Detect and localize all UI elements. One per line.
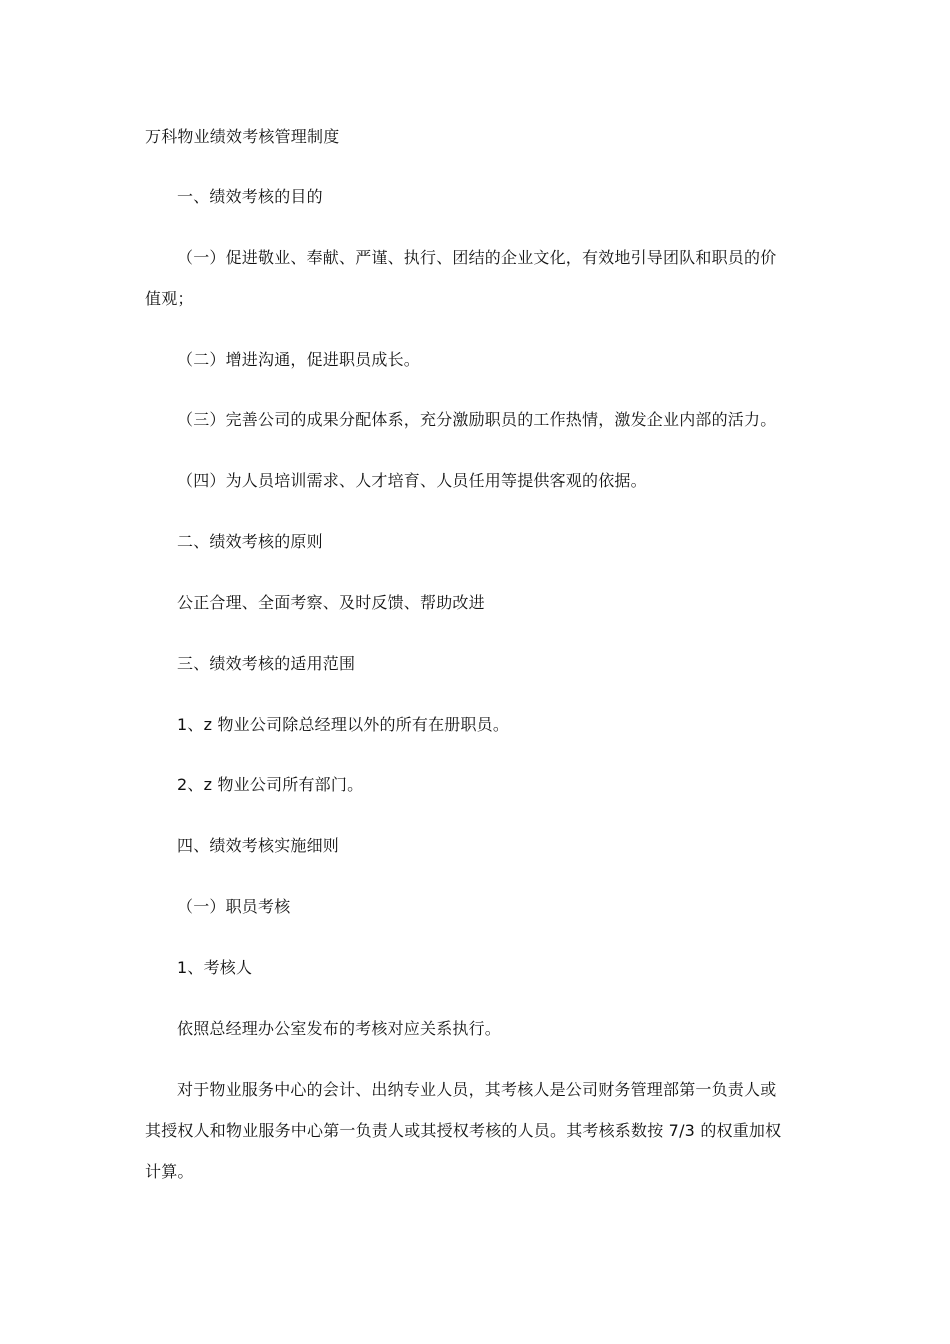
section-1-item-2: （二）增进沟通，促进职员成长。 [177, 350, 421, 369]
section-1-item-1-line-2: 值观； [145, 289, 194, 308]
section-1-item-4: （四）为人员培训需求、人才培育、人员任用等提供客观的依据。 [177, 471, 647, 490]
section-4-sub-1-item-1: 1、考核人 [177, 958, 253, 977]
section-3-heading: 三、绩效考核的适用范围 [177, 654, 356, 673]
section-2-text: 公正合理、全面考察、及时反馈、帮助改进 [177, 593, 485, 612]
document-title: 万科物业绩效考核管理制度 [145, 127, 340, 146]
section-4-sub-1-text-2-line-1: 对于物业服务中心的会计、出纳专业人员，其考核人是公司财务管理部第一负责人或 [177, 1080, 777, 1099]
section-4-sub-1-text-2-line-3: 计算。 [145, 1162, 194, 1181]
section-1-heading: 一、绩效考核的目的 [177, 187, 323, 206]
section-4-sub-1-text-1: 依照总经理办公室发布的考核对应关系执行。 [177, 1019, 502, 1038]
section-3-item-2: 2、z 物业公司所有部门。 [177, 775, 364, 794]
section-4-sub-1-text-2-line-2: 其授权人和物业服务中心第一负责人或其授权考核的人员。其考核系数按 7/3 的权重加权 [145, 1121, 782, 1140]
section-1-item-3: （三）完善公司的成果分配体系，充分激励职员的工作热情，激发企业内部的活力。 [177, 410, 777, 429]
section-4-heading: 四、绩效考核实施细则 [177, 836, 340, 855]
section-3-item-1: 1、z 物业公司除总经理以外的所有在册职员。 [177, 715, 510, 734]
section-1-item-1-line-1: （一）促进敬业、奉献、严谨、执行、团结的企业文化，有效地引导团队和职员的价 [177, 248, 777, 267]
section-4-subheading-1: （一）职员考核 [177, 897, 291, 916]
section-2-heading: 二、绩效考核的原则 [177, 532, 323, 551]
